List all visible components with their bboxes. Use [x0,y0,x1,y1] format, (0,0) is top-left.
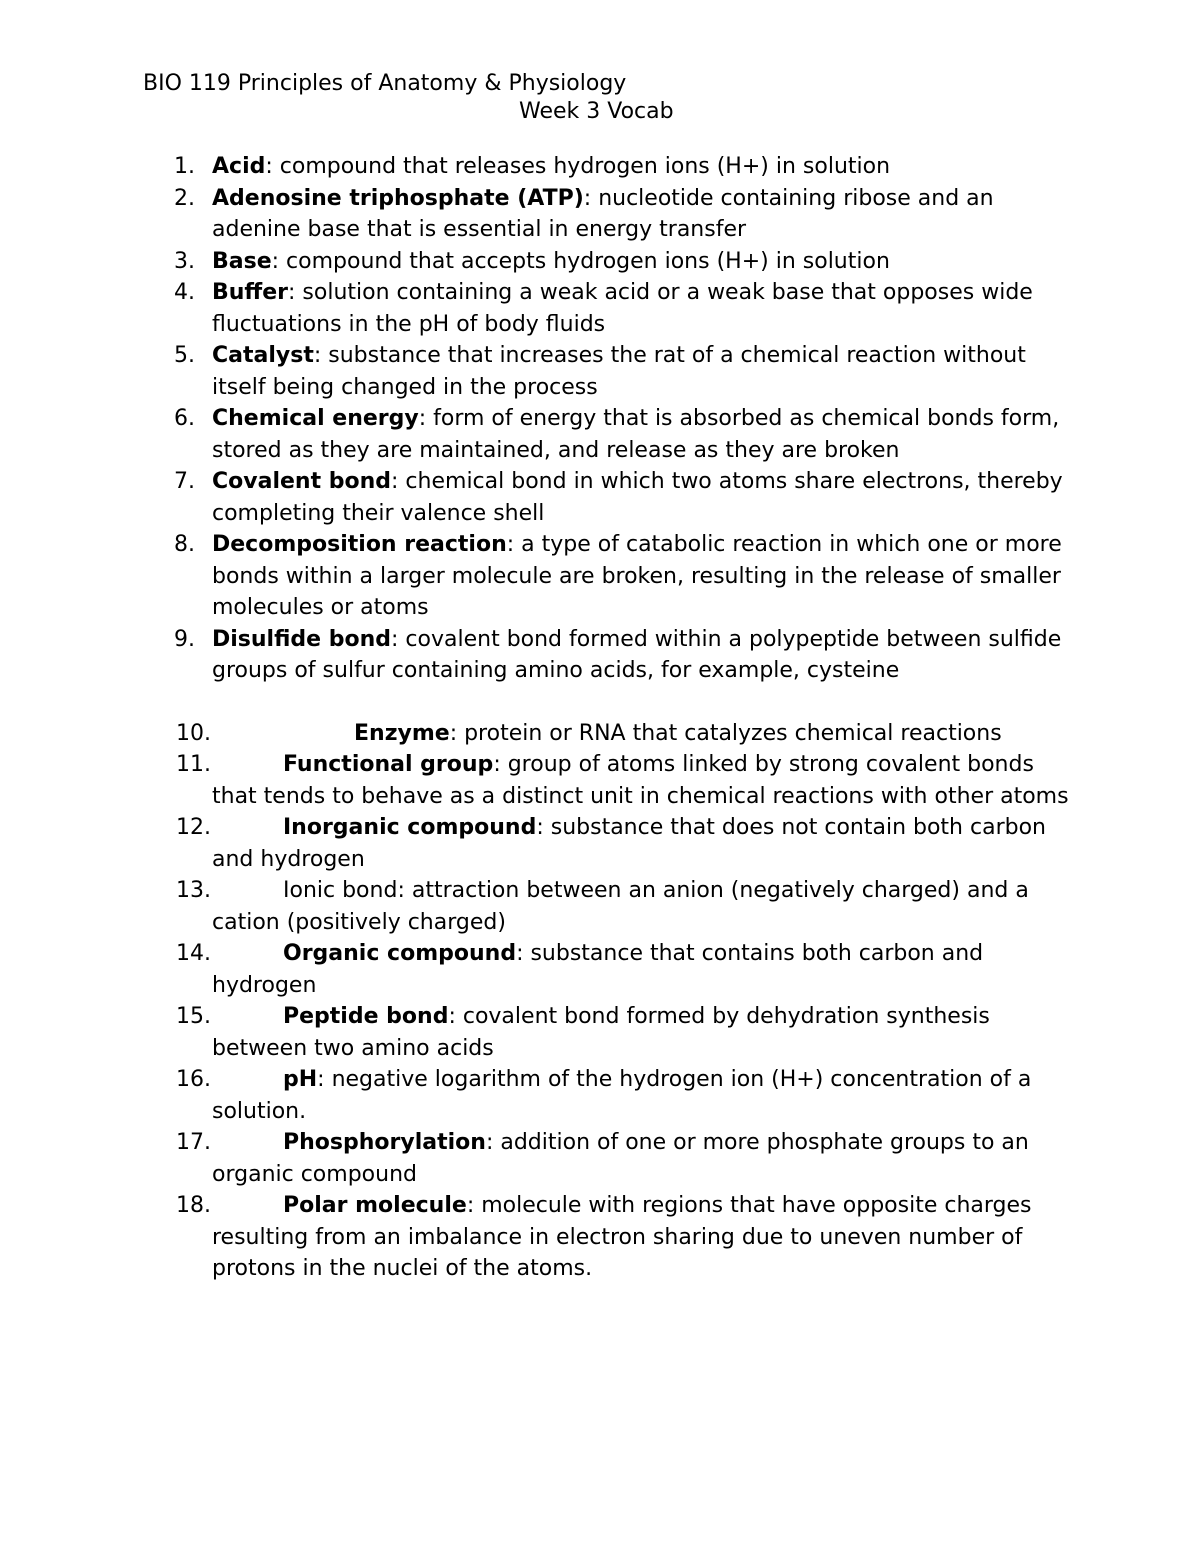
vocab-item-atp [0,183,1200,246]
vocab-definition: : solution containing a weak acid or a weak base that opposes wide fluctuations in the pH of body fluids [212,280,1033,337]
vocab-term: Polar molecule [283,1193,467,1218]
vocab-term: Decomposition reaction [212,532,507,557]
vocab-item-buffer [0,277,1200,340]
vocab-term: Covalent bond [212,469,392,494]
vocab-number: 9. [174,626,195,652]
vocab-item-phosphorylation [0,1127,1200,1190]
vocab-definition: : form of energy that is absorbed as chemical bonds form, stored as they are maintained, and release as they are broken [212,406,1060,463]
vocab-item-peptide-bond [0,1001,1200,1064]
vocab-definition: : negative logarithm of the hydrogen ion (H+) concentration of a solution. [212,1067,1032,1124]
vocab-term: pH [283,1067,318,1092]
vocab-item-ph [0,1064,1200,1127]
vocab-item-polar-molecule [0,1190,1200,1285]
vocab-item-functional-group [0,749,1200,812]
vocab-item-organic-compound [0,938,1200,1001]
vocab-number: 16. [176,1067,211,1092]
vocab-definition: : covalent bond formed within a polypeptide between sulfide groups of sulfur containing amino acids, for example, cysteine [212,626,1062,683]
vocab-number: 1. [174,154,195,179]
vocab-item-disulfide-bond [0,624,1200,687]
vocab-definition: : nucleotide containing ribose and an adenine base that is essential in energy transfer [212,185,994,242]
vocab-number: 5. [174,343,195,368]
vocab-definition: : compound that releases hydrogen ions (H+) in solution [265,154,891,179]
vocab-number: 15. [176,1004,211,1029]
vocab-term: Acid [212,154,266,179]
vocab-number: 7. [174,469,195,494]
vocab-term: Phosphorylation [283,1130,486,1155]
vocab-definition: : covalent bond formed by dehydration synthesis between two amino acids [212,1004,990,1061]
vocab-item-catalyst [0,340,1200,403]
list-gap [0,687,1200,718]
vocab-term: Base [212,248,272,274]
vocab-item-inorganic-compound [0,812,1200,875]
vocab-item-ionic-bond [0,875,1200,938]
vocab-item-decomposition-reaction [0,529,1200,624]
vocab-term: Organic compound [283,941,517,966]
vocab-list [0,151,1200,1285]
vocab-definition: : attraction between an anion (negatively charged) and a cation (positively charged) [212,878,1029,935]
vocab-term: Adenosine triphosphate (ATP) [212,185,584,211]
vocab-term: Chemical energy [212,406,419,431]
vocab-definition: : addition of one or more phosphate groups to an organic compound [212,1130,1029,1187]
vocab-term: Catalyst [212,343,314,368]
vocab-definition: : compound that accepts hydrogen ions (H+) in solution [271,248,890,274]
vocab-item-enzyme [0,718,1200,750]
vocab-number: 17. [176,1130,211,1155]
vocab-term: Buffer [212,280,289,305]
vocab-item-covalent-bond [0,466,1200,529]
vocab-term: Disulfide bond [212,626,392,652]
vocab-term: Peptide bond [283,1004,449,1029]
vocab-item-base [0,246,1200,278]
vocab-definition: : substance that contains both carbon and hydrogen [212,941,984,998]
vocab-definition: : chemical bond in which two atoms share electrons, thereby completing their valence shell [212,469,1063,526]
vocab-definition: : substance that does not contain both carbon and hydrogen [212,815,1046,872]
vocab-number: 6. [174,406,195,431]
vocab-definition: : a type of catabolic reaction in which one or more bonds within a larger molecule are broken, resulting in the release of smaller molecules or atoms [212,532,1062,620]
vocab-number: 3. [174,248,195,274]
vocab-number: 8. [174,532,195,557]
vocab-number: 12. [176,815,211,840]
vocab-definition: : molecule with regions that have opposite charges resulting from an imbalance in electron sharing due to uneven number of protons in the nuclei of the atoms. [212,1193,1032,1281]
vocab-number: 14. [176,941,211,966]
vocab-term: Enzyme [354,720,450,746]
vocab-definition: : substance that increases the rat of a chemical reaction without itself being changed in the process [212,343,1026,400]
document-subtitle: Week 3 Vocab [519,99,674,124]
vocab-term: Inorganic compound [283,815,537,840]
vocab-number: 18. [176,1193,211,1218]
vocab-term: Functional group [283,752,494,777]
vocab-number: 2. [174,185,195,211]
vocab-item-chemical-energy [0,403,1200,466]
vocab-term: Ionic bond [283,878,398,903]
document-title: BIO 119 Principles of Anatomy & Physiology [143,71,627,96]
vocab-number: 11. [176,752,211,777]
vocab-definition: : protein or RNA that catalyzes chemical reactions [449,720,1002,746]
vocab-item-acid [0,151,1200,183]
vocab-number: 4. [174,280,195,305]
vocab-number: 10. [176,720,211,746]
vocab-definition: : group of atoms linked by strong covalent bonds that tends to behave as a distinct unit in chemical reactions with other atoms [212,752,1069,809]
vocab-number: 13. [176,878,211,903]
